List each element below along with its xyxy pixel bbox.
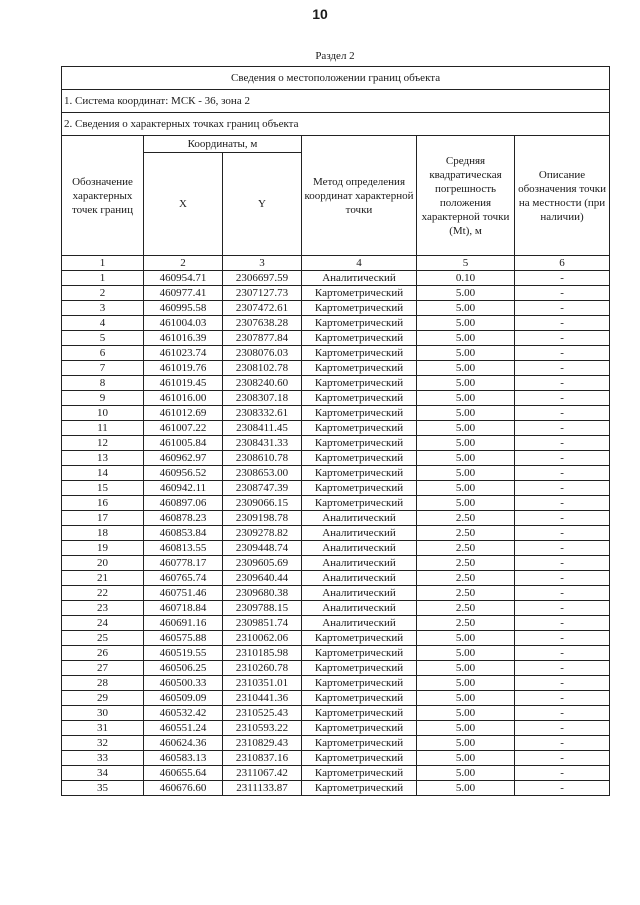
cell-point-number: 17 [62, 511, 144, 526]
table-row [62, 616, 610, 631]
cell-method: Картометрический [302, 751, 417, 766]
cell-point-number: 28 [62, 676, 144, 691]
cell-point-number: 30 [62, 706, 144, 721]
table-row [62, 706, 610, 721]
cell-description: - [515, 271, 610, 286]
cell-y: 2308102.78 [223, 361, 302, 376]
table-row [62, 406, 610, 421]
cell-y: 2308240.60 [223, 376, 302, 391]
cell-accuracy: 5.00 [417, 286, 515, 301]
header-description: Описание обозначения точки на местности (при наличии) [515, 136, 610, 256]
cell-description: - [515, 691, 610, 706]
cell-y: 2310593.22 [223, 721, 302, 736]
cell-method: Картометрический [302, 286, 417, 301]
column-number-row [62, 256, 610, 271]
cell-description: - [515, 496, 610, 511]
cell-description: - [515, 301, 610, 316]
table-row [62, 586, 610, 601]
cell-y: 2307638.28 [223, 316, 302, 331]
cell-method: Картометрический [302, 436, 417, 451]
cell-description: - [515, 481, 610, 496]
table-row [62, 736, 610, 751]
cell-accuracy: 5.00 [417, 421, 515, 436]
cell-point-number: 11 [62, 421, 144, 436]
cell-x: 460878.23 [144, 511, 223, 526]
cell-method: Картометрический [302, 466, 417, 481]
coord-system-row [62, 90, 610, 113]
table-row [62, 271, 610, 286]
cell-accuracy: 5.00 [417, 706, 515, 721]
cell-method: Картометрический [302, 421, 417, 436]
table-row [62, 526, 610, 541]
section-title: Раздел 2 [315, 50, 355, 62]
cell-description: - [515, 466, 610, 481]
cell-x: 461019.45 [144, 376, 223, 391]
cell-description: - [515, 331, 610, 346]
table-row [62, 511, 610, 526]
table-row [62, 766, 610, 781]
cell-description: - [515, 526, 610, 541]
cell-y: 2310062.06 [223, 631, 302, 646]
cell-y: 2309198.78 [223, 511, 302, 526]
cell-accuracy: 5.00 [417, 691, 515, 706]
cell-description: - [515, 706, 610, 721]
coord-system-text: 1. Система координат: МСК - 36, зона 2 [62, 90, 610, 113]
cell-y: 2311067.42 [223, 766, 302, 781]
cell-point-number: 16 [62, 496, 144, 511]
cell-y: 2307127.73 [223, 286, 302, 301]
cell-point-number: 33 [62, 751, 144, 766]
cell-accuracy: 0.10 [417, 271, 515, 286]
cell-description: - [515, 286, 610, 301]
cell-y: 2310185.98 [223, 646, 302, 661]
cell-description: - [515, 736, 610, 751]
cell-y: 2310351.01 [223, 676, 302, 691]
cell-point-number: 34 [62, 766, 144, 781]
header-method: Метод определения координат характерной точки [302, 136, 417, 256]
cell-y: 2311133.87 [223, 781, 302, 796]
cell-accuracy: 5.00 [417, 781, 515, 796]
cell-point-number: 32 [62, 736, 144, 751]
column-number: 5 [417, 256, 515, 271]
cell-method: Аналитический [302, 556, 417, 571]
cell-x: 460995.58 [144, 301, 223, 316]
cell-description: - [515, 781, 610, 796]
cell-description: - [515, 616, 610, 631]
cell-point-number: 18 [62, 526, 144, 541]
cell-x: 460813.55 [144, 541, 223, 556]
table-row [62, 481, 610, 496]
cell-description: - [515, 436, 610, 451]
table-row [62, 751, 610, 766]
column-number: 6 [515, 256, 610, 271]
cell-accuracy: 5.00 [417, 481, 515, 496]
header-y: Y [223, 153, 302, 256]
cell-method: Картометрический [302, 361, 417, 376]
cell-x: 460962.97 [144, 451, 223, 466]
cell-y: 2308653.00 [223, 466, 302, 481]
cell-description: - [515, 601, 610, 616]
table-row [62, 721, 610, 736]
header-designation: Обозначение характерных точек границ [62, 136, 144, 256]
table-row [62, 331, 610, 346]
cell-method: Картометрический [302, 736, 417, 751]
cell-x: 460691.16 [144, 616, 223, 631]
table-row [62, 631, 610, 646]
cell-method: Аналитический [302, 541, 417, 556]
cell-method: Картометрический [302, 451, 417, 466]
table-row [62, 286, 610, 301]
cell-accuracy: 5.00 [417, 316, 515, 331]
cell-description: - [515, 661, 610, 676]
table-row [62, 391, 610, 406]
cell-x: 461005.84 [144, 436, 223, 451]
cell-point-number: 9 [62, 391, 144, 406]
cell-accuracy: 5.00 [417, 751, 515, 766]
cell-x: 460956.52 [144, 466, 223, 481]
cell-point-number: 12 [62, 436, 144, 451]
table-row [62, 346, 610, 361]
cell-y: 2309278.82 [223, 526, 302, 541]
cell-description: - [515, 451, 610, 466]
cell-method: Картометрический [302, 676, 417, 691]
cell-method: Картометрический [302, 721, 417, 736]
cell-accuracy: 5.00 [417, 376, 515, 391]
cell-accuracy: 5.00 [417, 451, 515, 466]
cell-point-number: 21 [62, 571, 144, 586]
cell-method: Картометрический [302, 646, 417, 661]
cell-accuracy: 5.00 [417, 406, 515, 421]
cell-x: 460778.17 [144, 556, 223, 571]
cell-y: 2309448.74 [223, 541, 302, 556]
cell-method: Картометрический [302, 781, 417, 796]
cell-accuracy: 2.50 [417, 511, 515, 526]
table-row [62, 376, 610, 391]
cell-x: 460977.41 [144, 286, 223, 301]
cell-method: Картометрический [302, 346, 417, 361]
table-row [62, 646, 610, 661]
cell-x: 460583.13 [144, 751, 223, 766]
table-row [62, 691, 610, 706]
cell-y: 2308076.03 [223, 346, 302, 361]
cell-y: 2309640.44 [223, 571, 302, 586]
table-row [62, 556, 610, 571]
cell-y: 2308747.39 [223, 481, 302, 496]
header-coordinates: Координаты, м [144, 136, 302, 153]
cell-y: 2309788.15 [223, 601, 302, 616]
cell-method: Картометрический [302, 391, 417, 406]
cell-point-number: 8 [62, 376, 144, 391]
cell-y: 2307877.84 [223, 331, 302, 346]
cell-method: Картометрический [302, 331, 417, 346]
cell-accuracy: 5.00 [417, 301, 515, 316]
cell-description: - [515, 346, 610, 361]
cell-point-number: 5 [62, 331, 144, 346]
cell-y: 2310837.16 [223, 751, 302, 766]
cell-x: 460500.33 [144, 676, 223, 691]
cell-y: 2309066.15 [223, 496, 302, 511]
cell-description: - [515, 751, 610, 766]
cell-description: - [515, 556, 610, 571]
cell-description: - [515, 586, 610, 601]
cell-method: Картометрический [302, 301, 417, 316]
cell-point-number: 13 [62, 451, 144, 466]
cell-accuracy: 2.50 [417, 556, 515, 571]
cell-description: - [515, 676, 610, 691]
cell-method: Картометрический [302, 661, 417, 676]
cell-method: Аналитический [302, 571, 417, 586]
header-x: X [144, 153, 223, 256]
cell-method: Аналитический [302, 616, 417, 631]
cell-x: 461019.76 [144, 361, 223, 376]
points-heading: 2. Сведения о характерных точках границ объекта [62, 113, 610, 136]
cell-point-number: 7 [62, 361, 144, 376]
cell-accuracy: 5.00 [417, 631, 515, 646]
cell-method: Картометрический [302, 631, 417, 646]
cell-point-number: 29 [62, 691, 144, 706]
cell-x: 460575.88 [144, 631, 223, 646]
table-row [62, 451, 610, 466]
cell-y: 2308307.18 [223, 391, 302, 406]
cell-x: 460954.71 [144, 271, 223, 286]
cell-point-number: 15 [62, 481, 144, 496]
cell-y: 2308431.33 [223, 436, 302, 451]
cell-point-number: 22 [62, 586, 144, 601]
cell-point-number: 1 [62, 271, 144, 286]
cell-point-number: 26 [62, 646, 144, 661]
cell-description: - [515, 316, 610, 331]
header-accuracy: Средняя квадратическая погрешность положения характерной точки (Mt), м [417, 136, 515, 256]
cell-accuracy: 5.00 [417, 331, 515, 346]
cell-method: Аналитический [302, 601, 417, 616]
cell-accuracy: 2.50 [417, 601, 515, 616]
cell-y: 2308610.78 [223, 451, 302, 466]
cell-x: 460519.55 [144, 646, 223, 661]
cell-x: 460853.84 [144, 526, 223, 541]
cell-accuracy: 5.00 [417, 496, 515, 511]
cell-x: 460718.84 [144, 601, 223, 616]
cell-point-number: 10 [62, 406, 144, 421]
cell-x: 461004.03 [144, 316, 223, 331]
cell-description: - [515, 421, 610, 436]
cell-point-number: 6 [62, 346, 144, 361]
cell-description: - [515, 766, 610, 781]
column-number: 1 [62, 256, 144, 271]
table-row [62, 661, 610, 676]
cell-y: 2310829.43 [223, 736, 302, 751]
cell-point-number: 31 [62, 721, 144, 736]
cell-y: 2309851.74 [223, 616, 302, 631]
cell-method: Картометрический [302, 496, 417, 511]
table-row [62, 541, 610, 556]
cell-x: 460942.11 [144, 481, 223, 496]
cell-accuracy: 5.00 [417, 661, 515, 676]
table-row [62, 601, 610, 616]
cell-y: 2307472.61 [223, 301, 302, 316]
cell-x: 461023.74 [144, 346, 223, 361]
cell-accuracy: 5.00 [417, 646, 515, 661]
cell-method: Аналитический [302, 526, 417, 541]
cell-x: 461007.22 [144, 421, 223, 436]
table-row [62, 301, 610, 316]
cell-point-number: 23 [62, 601, 144, 616]
cell-accuracy: 2.50 [417, 571, 515, 586]
column-number: 2 [144, 256, 223, 271]
table-caption-row [62, 67, 610, 90]
cell-point-number: 35 [62, 781, 144, 796]
cell-description: - [515, 406, 610, 421]
points-heading-row [62, 113, 610, 136]
cell-y: 2306697.59 [223, 271, 302, 286]
cell-accuracy: 5.00 [417, 736, 515, 751]
table-row [62, 676, 610, 691]
cell-description: - [515, 571, 610, 586]
cell-x: 460751.46 [144, 586, 223, 601]
table-row [62, 781, 610, 796]
cell-method: Аналитический [302, 511, 417, 526]
cell-x: 460551.24 [144, 721, 223, 736]
cell-x: 460897.06 [144, 496, 223, 511]
cell-method: Аналитический [302, 586, 417, 601]
cell-point-number: 2 [62, 286, 144, 301]
cell-x: 461016.39 [144, 331, 223, 346]
column-number: 3 [223, 256, 302, 271]
cell-description: - [515, 646, 610, 661]
cell-x: 461016.00 [144, 391, 223, 406]
cell-accuracy: 5.00 [417, 391, 515, 406]
boundary-table [61, 66, 610, 796]
table-row [62, 466, 610, 481]
page-number: 10 [312, 6, 328, 22]
cell-y: 2308332.61 [223, 406, 302, 421]
cell-accuracy: 2.50 [417, 526, 515, 541]
cell-accuracy: 5.00 [417, 766, 515, 781]
table-row [62, 436, 610, 451]
cell-x: 461012.69 [144, 406, 223, 421]
cell-point-number: 20 [62, 556, 144, 571]
cell-y: 2309605.69 [223, 556, 302, 571]
cell-description: - [515, 631, 610, 646]
cell-x: 460532.42 [144, 706, 223, 721]
table-caption: Сведения о местоположении границ объекта [62, 67, 610, 90]
cell-y: 2310441.36 [223, 691, 302, 706]
cell-method: Картометрический [302, 766, 417, 781]
table-row [62, 316, 610, 331]
table-row [62, 361, 610, 376]
table-row [62, 571, 610, 586]
cell-description: - [515, 541, 610, 556]
cell-y: 2310525.43 [223, 706, 302, 721]
cell-description: - [515, 721, 610, 736]
cell-description: - [515, 511, 610, 526]
cell-x: 460509.09 [144, 691, 223, 706]
header-row-1 [62, 136, 610, 153]
cell-y: 2310260.78 [223, 661, 302, 676]
cell-description: - [515, 361, 610, 376]
cell-accuracy: 5.00 [417, 361, 515, 376]
cell-method: Картометрический [302, 376, 417, 391]
cell-point-number: 19 [62, 541, 144, 556]
column-number: 4 [302, 256, 417, 271]
cell-x: 460624.36 [144, 736, 223, 751]
cell-accuracy: 5.00 [417, 466, 515, 481]
cell-accuracy: 2.50 [417, 541, 515, 556]
cell-method: Картометрический [302, 481, 417, 496]
cell-method: Картометрический [302, 316, 417, 331]
cell-accuracy: 5.00 [417, 346, 515, 361]
cell-description: - [515, 376, 610, 391]
cell-point-number: 27 [62, 661, 144, 676]
cell-x: 460676.60 [144, 781, 223, 796]
cell-point-number: 4 [62, 316, 144, 331]
cell-point-number: 3 [62, 301, 144, 316]
cell-method: Картометрический [302, 691, 417, 706]
cell-x: 460506.25 [144, 661, 223, 676]
cell-accuracy: 5.00 [417, 721, 515, 736]
cell-description: - [515, 391, 610, 406]
cell-x: 460765.74 [144, 571, 223, 586]
cell-y: 2308411.45 [223, 421, 302, 436]
cell-accuracy: 2.50 [417, 586, 515, 601]
cell-accuracy: 2.50 [417, 616, 515, 631]
cell-point-number: 24 [62, 616, 144, 631]
table-row [62, 421, 610, 436]
cell-x: 460655.64 [144, 766, 223, 781]
cell-accuracy: 5.00 [417, 436, 515, 451]
cell-point-number: 14 [62, 466, 144, 481]
table-row [62, 496, 610, 511]
cell-method: Аналитический [302, 271, 417, 286]
cell-method: Картометрический [302, 706, 417, 721]
cell-y: 2309680.38 [223, 586, 302, 601]
cell-accuracy: 5.00 [417, 676, 515, 691]
cell-method: Картометрический [302, 406, 417, 421]
cell-point-number: 25 [62, 631, 144, 646]
